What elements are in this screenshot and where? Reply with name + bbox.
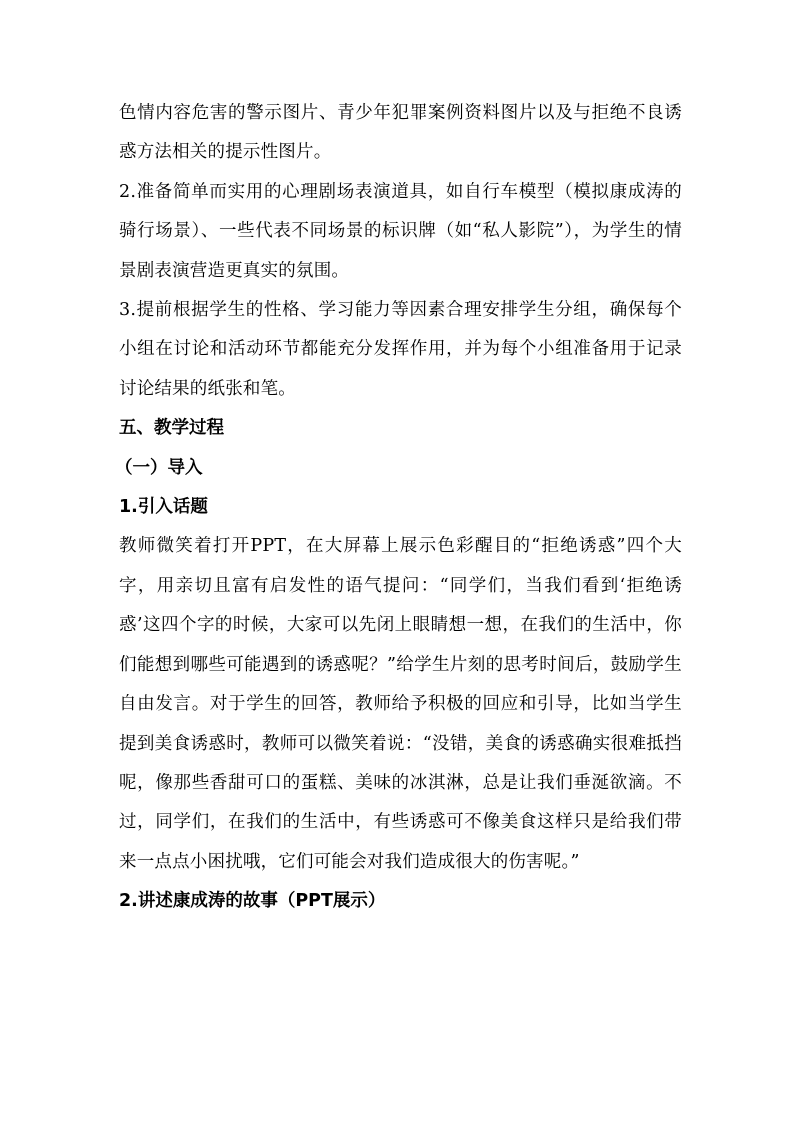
- paragraph-student-grouping: 3.提前根据学生的性格、学习能力等因素合理安排学生分组，确保每个小组在讨论和活动环节都能充分发挥作用，并为每个小组准备用于记录讨论结果的纸张和笔。: [119, 300, 682, 399]
- paragraph-materials-images: 色情内容危害的警示图片、青少年犯罪案例资料图片以及与拒绝不良诱惑方法相关的提示性图片。: [119, 103, 682, 163]
- paragraph-props-preparation: 2.准备简单而实用的心理剧场表演道具，如自行车模型（模拟康成涛的骑行场景）、一些代表不同场景的标识牌（如“私人影院”），为学生的情景剧表演营造更真实的氛围。: [119, 181, 682, 281]
- item-heading-introduce-topic: 1.引入话题: [119, 497, 208, 518]
- item-heading-kang-story: 2.讲述康成涛的故事（PPT展示）: [119, 891, 386, 912]
- subsection-heading-introduction: （一）导入: [115, 457, 203, 478]
- paragraph-introduce-topic: 教师微笑着打开PPT，在大屏幕上展示色彩醒目的“拒绝诱惑”四个大字，用亲切且富有启发性的语气提问：“同学们，当我们看到‘拒绝诱惑’这四个字的时候，大家可以先闭上眼睛想一想，在我们的生活中，你们能想到哪些可能遇到的诱惑呢？”给学生片刻的思考时间后，鼓励学生自由发言。对于学生的回答，教师给予积极的回应和引导，比如当学生提到美食诱惑时，教师可以微笑着说：“没错，美食的诱惑确实很难抵挡呢，像那些香甜可口的蛋糕、美味的冰淇淋，总是让我们垂涎欲滴。不过，同学们，在我们的生活中，有些诱惑可不像美食这样只是给我们带来一点点小困扰哦，它们可能会对我们造成很大的伤害呢。”: [119, 536, 682, 872]
- document-body: [115, 94, 682, 922]
- section-heading-teaching-process: 五、教学过程: [119, 418, 224, 439]
